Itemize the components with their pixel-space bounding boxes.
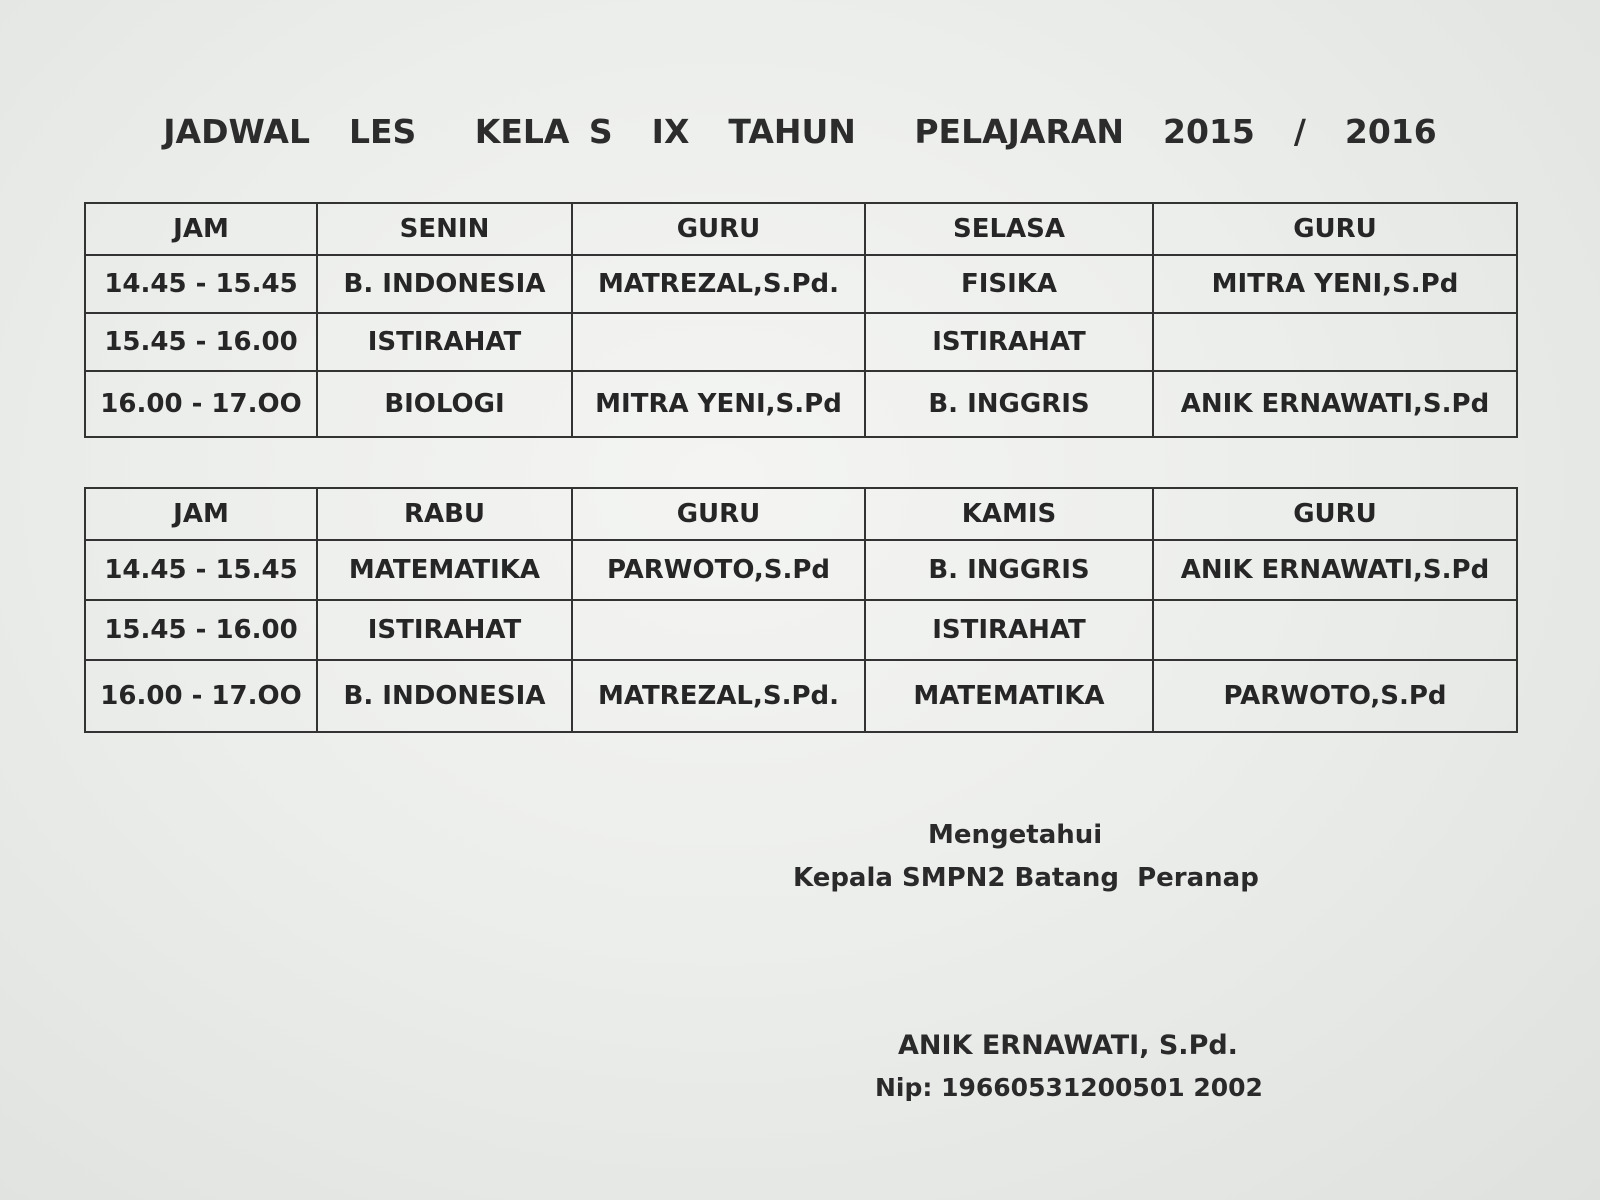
principal-name: ANIK ERNAWATI, S.Pd. — [898, 1030, 1238, 1061]
teacher-cell: ANIK ERNAWATI,S.Pd — [1153, 540, 1517, 600]
table-header-row — [85, 488, 1517, 540]
teacher-cell — [572, 600, 865, 660]
time-cell: 16.00 - 17.OO — [85, 660, 317, 732]
header-guru: GURU — [572, 488, 865, 540]
header-jam: JAM — [85, 203, 317, 255]
teacher-cell — [1153, 313, 1517, 371]
table-row — [85, 255, 1517, 313]
header-guru: GURU — [572, 203, 865, 255]
schedule-table-senin-selasa — [84, 202, 1518, 438]
teacher-cell — [572, 313, 865, 371]
header-guru: GURU — [1153, 488, 1517, 540]
table-row — [85, 540, 1517, 600]
time-cell: 15.45 - 16.00 — [85, 313, 317, 371]
header-senin: SENIN — [317, 203, 572, 255]
time-cell: 16.00 - 17.OO — [85, 371, 317, 437]
table-row — [85, 371, 1517, 437]
header-guru: GURU — [1153, 203, 1517, 255]
subject-cell: MATEMATIKA — [865, 660, 1153, 732]
subject-cell: ISTIRAHAT — [317, 600, 572, 660]
subject-cell: B. INGGRIS — [865, 371, 1153, 437]
document-title: JADWAL LES KELA S IX TAHUN PELAJARAN 2015 / 2016 — [163, 112, 1437, 151]
principal-nip: Nip: 19660531200501 2002 — [875, 1073, 1263, 1102]
subject-cell: BIOLOGI — [317, 371, 572, 437]
acknowledge-label: Mengetahui — [928, 820, 1103, 850]
teacher-cell: PARWOTO,S.Pd — [1153, 660, 1517, 732]
teacher-cell — [1153, 600, 1517, 660]
teacher-cell: MATREZAL,S.Pd. — [572, 660, 865, 732]
time-cell: 14.45 - 15.45 — [85, 255, 317, 313]
table-row — [85, 600, 1517, 660]
header-rabu: RABU — [317, 488, 572, 540]
table-row — [85, 660, 1517, 732]
teacher-cell: MATREZAL,S.Pd. — [572, 255, 865, 313]
schedule-table-rabu-kamis — [84, 487, 1518, 733]
teacher-cell: MITRA YENI,S.Pd — [572, 371, 865, 437]
time-cell: 14.45 - 15.45 — [85, 540, 317, 600]
teacher-cell: ANIK ERNAWATI,S.Pd — [1153, 371, 1517, 437]
time-cell: 15.45 - 16.00 — [85, 600, 317, 660]
subject-cell: ISTIRAHAT — [317, 313, 572, 371]
subject-cell: FISIKA — [865, 255, 1153, 313]
teacher-cell: MITRA YENI,S.Pd — [1153, 255, 1517, 313]
table-header-row — [85, 203, 1517, 255]
teacher-cell: PARWOTO,S.Pd — [572, 540, 865, 600]
table-row — [85, 313, 1517, 371]
header-jam: JAM — [85, 488, 317, 540]
header-kamis: KAMIS — [865, 488, 1153, 540]
subject-cell: ISTIRAHAT — [865, 600, 1153, 660]
subject-cell: ISTIRAHAT — [865, 313, 1153, 371]
header-selasa: SELASA — [865, 203, 1153, 255]
subject-cell: B. INGGRIS — [865, 540, 1153, 600]
subject-cell: B. INDONESIA — [317, 255, 572, 313]
principal-position: Kepala SMPN2 Batang Peranap — [793, 863, 1259, 893]
subject-cell: MATEMATIKA — [317, 540, 572, 600]
subject-cell: B. INDONESIA — [317, 660, 572, 732]
